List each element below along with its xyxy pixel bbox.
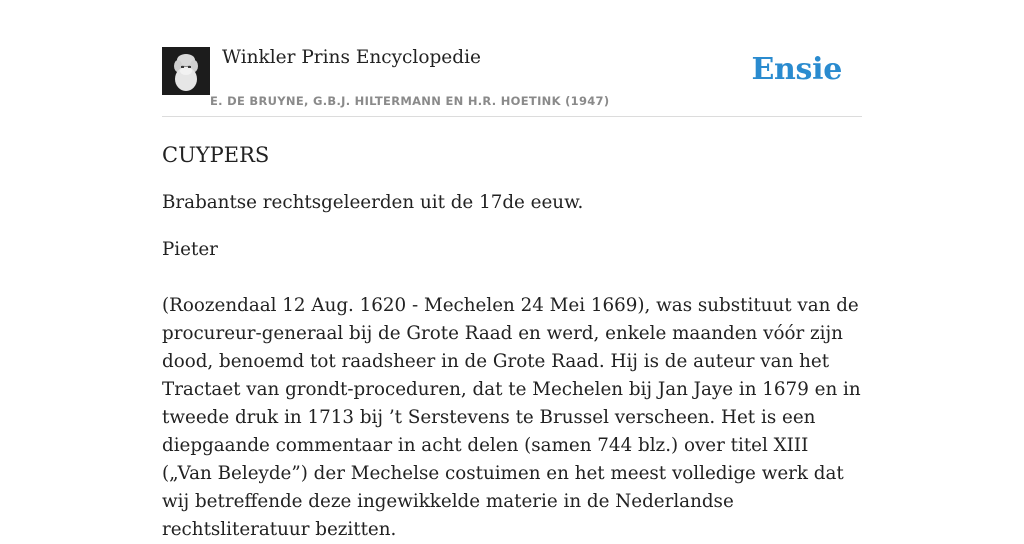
article-intro: Brabantse rechtsgeleerden uit de 17de eeuw. xyxy=(162,192,584,213)
article-body: (Roozendaal 12 Aug. 1620 - Mechelen 24 Mei 1669), was substituut van de procureur-generaal bij de Grote Raad en werd, enkele maanden vóór zijn dood, benoemd tot raadsheer in de Grote Raad. Hij is de auteur van het Tractaet van grondt-proceduren, dat te Mechelen bij Jan Jaye in 1679 en in tweede druk in 1713 bij ’t Serstevens te Brussel verscheen. Het is een diepgaande commentaar in acht delen (samen 744 blz.) over titel XIII („Van Beleyde”) der Mechelse costuimen en het meest volledige werk dat wij betreffende deze ingewikkelde materie in de Nederlandse rechtsliteratuur bezitten. xyxy=(162,295,861,540)
ensie-logo[interactable]: Ensie xyxy=(751,52,842,87)
subentry-name: Pieter xyxy=(162,239,218,260)
portrait-icon[interactable] xyxy=(162,47,210,95)
site-header xyxy=(162,44,862,117)
article xyxy=(162,140,862,544)
authors-line: E. DE BRUYNE, G.B.J. HILTERMANN EN H.R. HOETINK (1947) xyxy=(210,94,610,108)
article-headword: CUYPERS xyxy=(162,143,270,167)
site-title[interactable]: Winkler Prins Encyclopedie xyxy=(222,47,481,68)
